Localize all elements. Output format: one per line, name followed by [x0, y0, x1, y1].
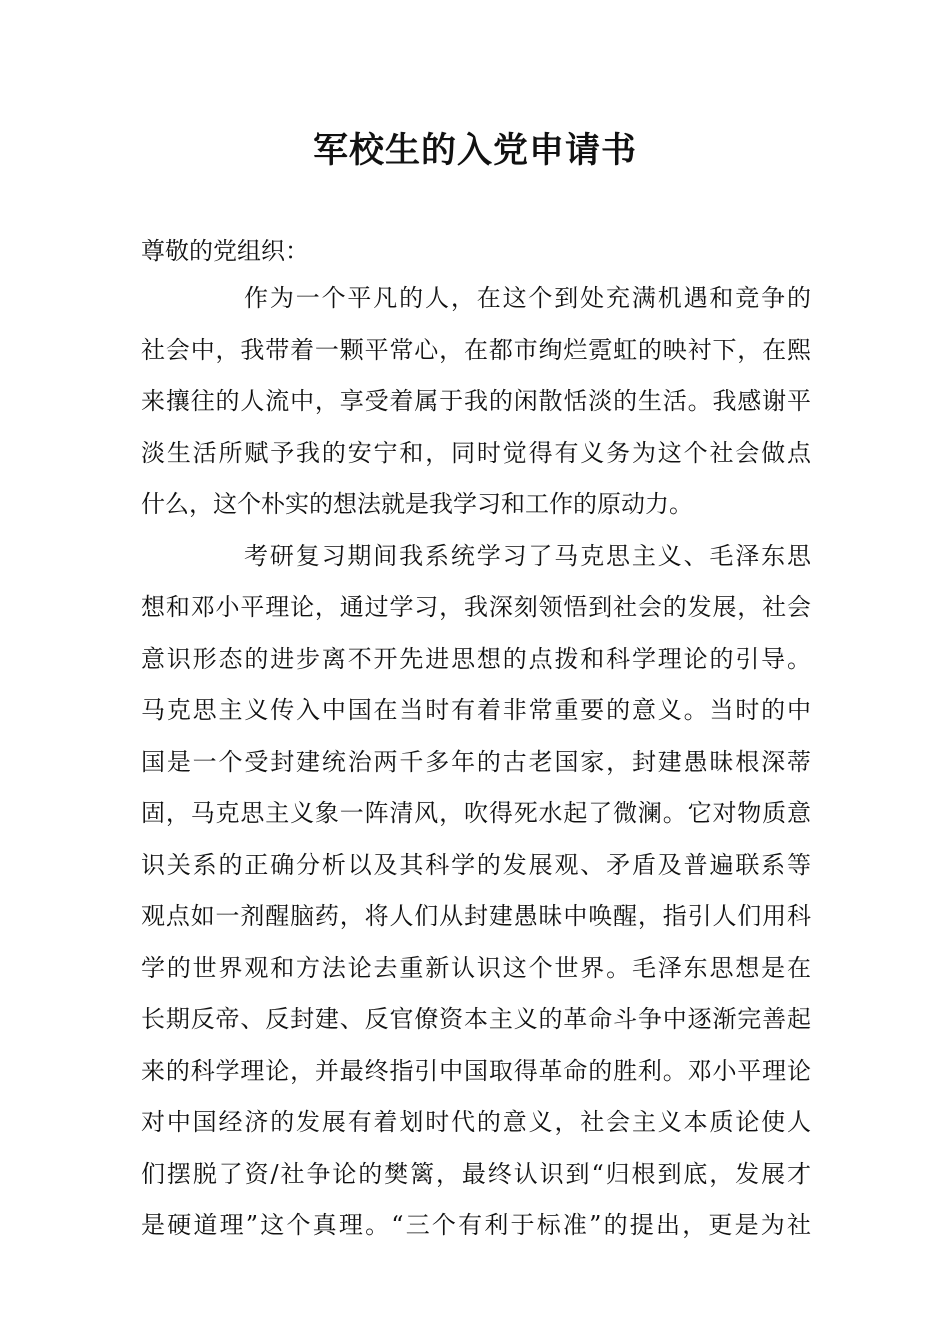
text-line: 识关系的正确分析以及其科学的发展观、矛盾及普遍联系等 [141, 850, 811, 879]
document-title: 军校生的入党申请书 [312, 130, 637, 171]
text-line: 社会中，我带着一颗平常心，在都市绚烂霓虹的映衬下，在熙 [141, 335, 811, 364]
text-line: 什么，这个朴实的想法就是我学习和工作的原动力。 [141, 490, 693, 518]
text-line: 观点如一剂醒脑药，将人们从封建愚昧中唤醒，指引人们用科 [141, 902, 811, 930]
text-line: 考研复习期间我系统学习了马克思主义、毛泽东思 [244, 541, 811, 570]
text-line: 对中国经济的发展有着划时代的意义，社会主义本质论使人 [141, 1108, 811, 1136]
text-line: 想和邓小平理论，通过学习，我深刻领悟到社会的发展，社会 [141, 593, 811, 621]
text-line: 学的世界观和方法论去重新认识这个世界。毛泽东思想是在 [141, 953, 811, 982]
salutation: 尊敬的党组织： [141, 237, 309, 265]
text-line: 作为一个平凡的人，在这个到处充满机遇和竞争的 [244, 284, 811, 312]
text-line: 来攘往的人流中，享受着属于我的闲散恬淡的生活。我感谢平 [141, 387, 811, 415]
text-line: 们摆脱了资/社争论的樊篱，最终认识到“归根到底，发展才 [141, 1159, 811, 1188]
text-line: 是硬道理”这个真理。“三个有利于标准”的提出，更是为社 [141, 1211, 811, 1239]
text-line: 来的科学理论，并最终指引中国取得革命的胜利。邓小平理论 [141, 1056, 811, 1085]
text-line: 马克思主义传入中国在当时有着非常重要的意义。当时的中 [141, 696, 811, 724]
text-line: 长期反帝、反封建、反官僚资本主义的革命斗争中逐渐完善起 [141, 1005, 811, 1033]
text-line: 固，马克思主义象一阵清风，吹得死水起了微澜。它对物质意 [141, 799, 811, 827]
text-line: 淡生活所赋予我的安宁和，同时觉得有义务为这个社会做点 [141, 438, 811, 467]
text-line: 国是一个受封建统治两千多年的古老国家，封建愚昧根深蒂 [141, 747, 811, 776]
document-body [141, 273, 811, 1252]
text-line: 意识形态的进步离不开先进思想的点拨和科学理论的引导。 [141, 644, 811, 673]
